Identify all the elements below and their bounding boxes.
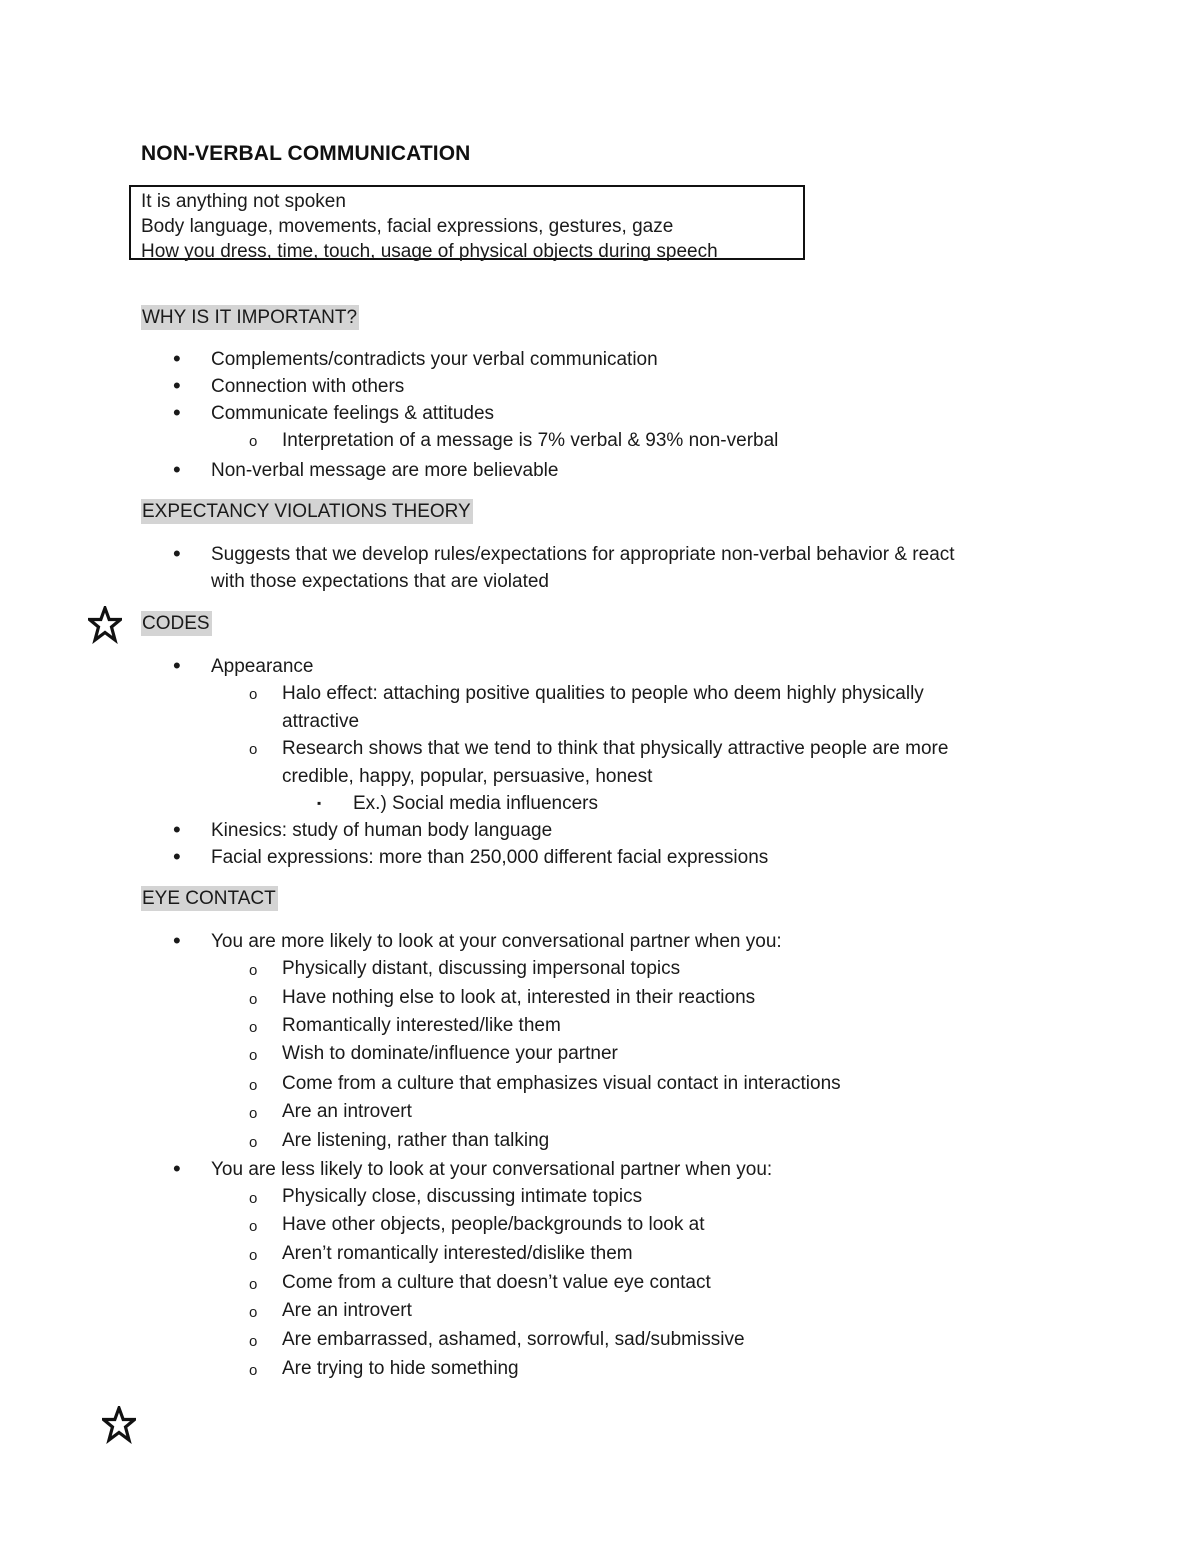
sub-list-item: Physically distant, discussing impersonal topics: [282, 958, 681, 979]
sub-list-item: Are embarrassed, ashamed, sorrowful, sad/submissive: [282, 1329, 745, 1350]
circle-bullet-marker: o: [249, 1247, 258, 1264]
sub-list-item: Are an introvert: [282, 1300, 412, 1321]
sub-list-item: Come from a culture that emphasizes visual contact in interactions: [282, 1073, 841, 1094]
definition-line: Body language, movements, facial expressions, gestures, gaze: [141, 216, 674, 237]
circle-bullet-marker: o: [249, 1218, 258, 1235]
circle-bullet-marker: o: [249, 1190, 258, 1207]
section-heading-eye-contact: EYE CONTACT: [142, 888, 276, 909]
sub-list-item: Are listening, rather than talking: [282, 1130, 550, 1151]
sub-list-item-continuation: attractive: [282, 711, 360, 732]
sub-sub-list-item: Ex.) Social media influencers: [353, 793, 598, 814]
circle-bullet-marker: o: [249, 1362, 258, 1379]
list-item: Kinesics: study of human body language: [211, 820, 553, 841]
definition-line: How you dress, time, touch, usage of physical objects during speech: [141, 241, 718, 262]
circle-bullet-marker: o: [249, 1304, 258, 1321]
sub-list-item: Aren’t romantically interested/dislike them: [282, 1243, 633, 1264]
sub-list-item-continuation: credible, happy, popular, persuasive, honest: [282, 766, 653, 787]
bullet-marker: •: [173, 541, 181, 566]
sub-list-item: Interpretation of a message is 7% verbal & 93% non-verbal: [282, 430, 779, 451]
list-item-continuation: with those expectations that are violated: [211, 571, 549, 592]
sub-list-item: Research shows that we tend to think that physically attractive people are more: [282, 738, 949, 759]
bullet-marker: •: [173, 653, 181, 678]
bullet-marker: •: [173, 400, 181, 425]
list-item: Facial expressions: more than 250,000 different facial expressions: [211, 847, 769, 868]
bullet-marker: •: [173, 844, 181, 869]
circle-bullet-marker: o: [249, 1134, 258, 1151]
star-outline-icon: [102, 1406, 136, 1444]
circle-bullet-marker: o: [249, 1105, 258, 1122]
circle-bullet-marker: o: [249, 1019, 258, 1036]
list-item: You are less likely to look at your conversational partner when you:: [211, 1159, 773, 1180]
sub-list-item: Have nothing else to look at, interested in their reactions: [282, 987, 756, 1008]
section-heading-why-important: WHY IS IT IMPORTANT?: [142, 307, 358, 328]
square-bullet-marker: ▪: [317, 796, 322, 810]
list-item: Appearance: [211, 656, 314, 677]
list-item: Connection with others: [211, 376, 405, 397]
sub-list-item: Wish to dominate/influence your partner: [282, 1043, 618, 1064]
circle-bullet-marker: o: [249, 1077, 258, 1094]
list-item: Communicate feelings & attitudes: [211, 403, 495, 424]
bullet-marker: •: [173, 373, 181, 398]
section-heading-codes: CODES: [142, 613, 210, 634]
circle-bullet-marker: o: [249, 433, 258, 450]
circle-bullet-marker: o: [249, 686, 258, 703]
bullet-marker: •: [173, 817, 181, 842]
bullet-marker: •: [173, 1156, 181, 1181]
sub-list-item: Are trying to hide something: [282, 1358, 519, 1379]
definition-box: [129, 185, 805, 260]
sub-list-item: Halo effect: attaching positive qualities to people who deem highly physically: [282, 683, 924, 704]
sub-list-item: Physically close, discussing intimate topics: [282, 1186, 643, 1207]
bullet-marker: •: [173, 457, 181, 482]
circle-bullet-marker: o: [249, 1047, 258, 1064]
circle-bullet-marker: o: [249, 962, 258, 979]
star-outline-icon: [88, 606, 122, 644]
sub-list-item: Are an introvert: [282, 1101, 412, 1122]
bullet-marker: •: [173, 346, 181, 371]
page-title: NON-VERBAL COMMUNICATION: [141, 142, 471, 165]
sub-list-item: Come from a culture that doesn’t value eye contact: [282, 1272, 711, 1293]
list-item: You are more likely to look at your conversational partner when you:: [211, 931, 782, 952]
list-item: Suggests that we develop rules/expectations for appropriate non-verbal behavior & react: [211, 544, 955, 565]
bullet-marker: •: [173, 928, 181, 953]
list-item: Complements/contradicts your verbal communication: [211, 349, 658, 370]
circle-bullet-marker: o: [249, 741, 258, 758]
sub-list-item: Have other objects, people/backgrounds to look at: [282, 1214, 705, 1235]
circle-bullet-marker: o: [249, 991, 258, 1008]
list-item: Non-verbal message are more believable: [211, 460, 559, 481]
definition-line: It is anything not spoken: [141, 191, 346, 212]
circle-bullet-marker: o: [249, 1276, 258, 1293]
circle-bullet-marker: o: [249, 1333, 258, 1350]
sub-list-item: Romantically interested/like them: [282, 1015, 561, 1036]
section-heading-expectancy-violations: EXPECTANCY VIOLATIONS THEORY: [142, 501, 471, 522]
